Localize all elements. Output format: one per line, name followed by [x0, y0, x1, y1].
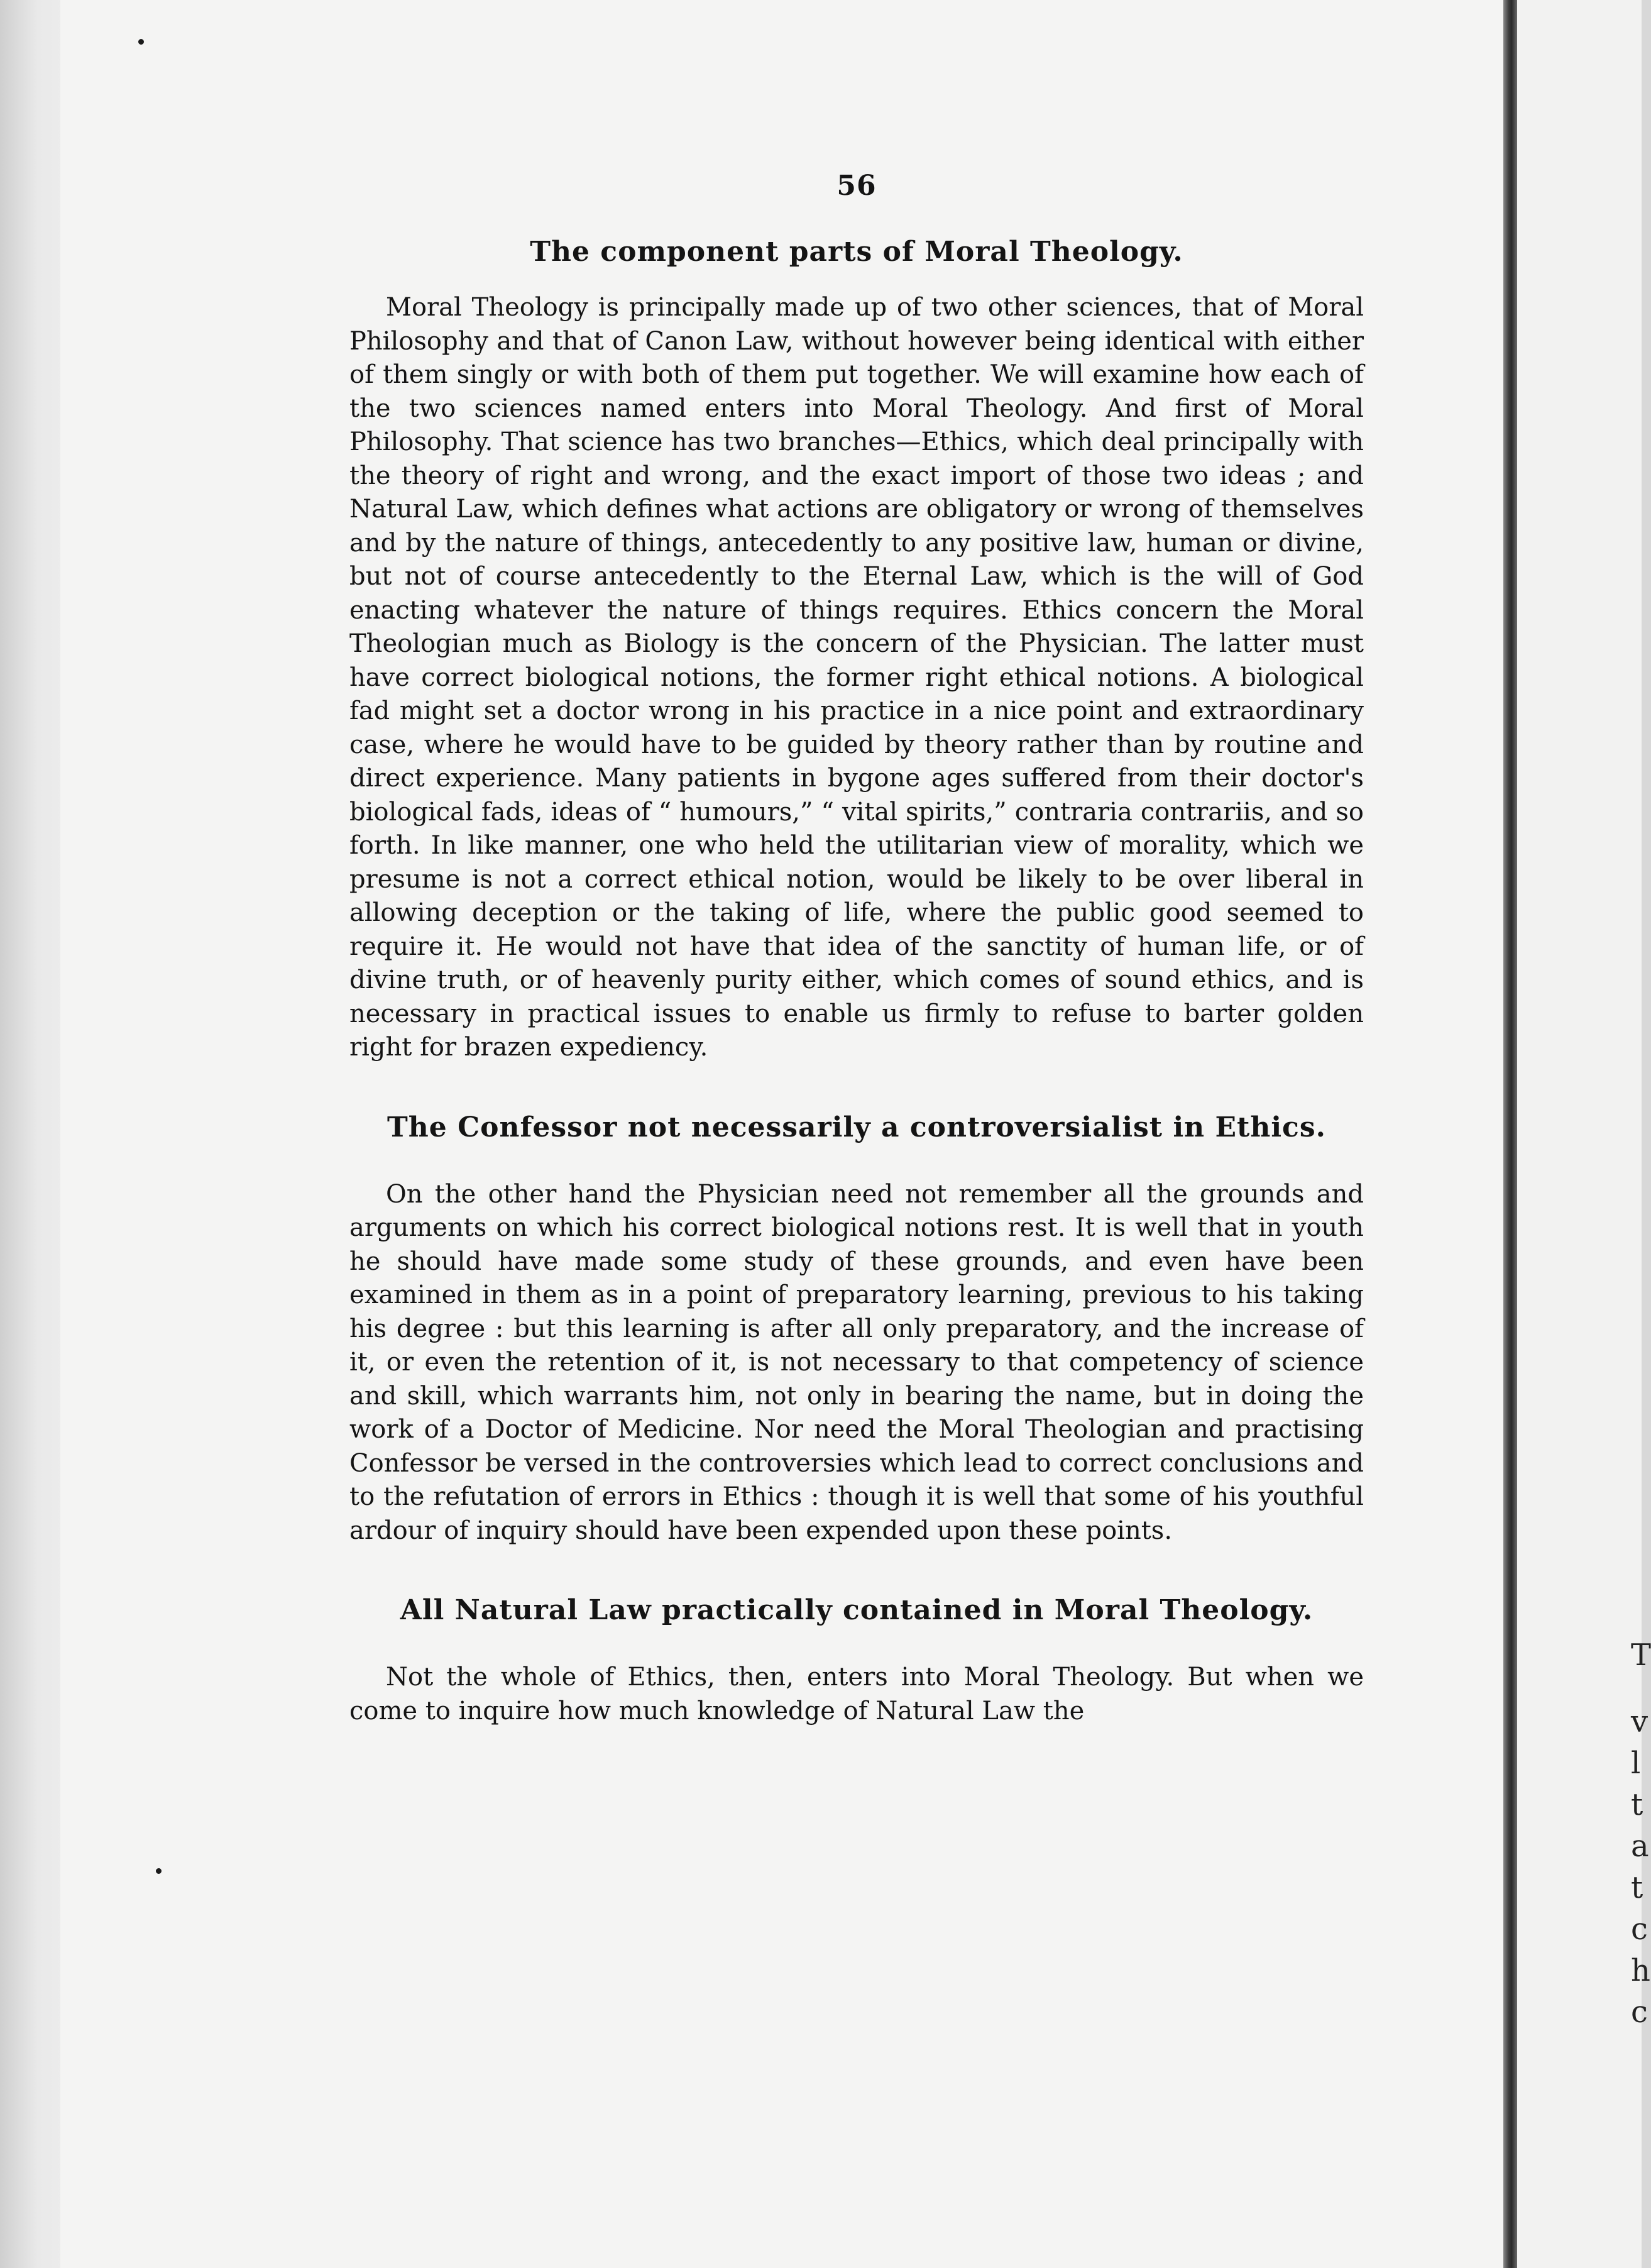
- facing-letter: T: [1631, 1638, 1651, 1673]
- spacer: [1631, 1676, 1643, 1701]
- facing-page-margin-letters: [1631, 1634, 1651, 2033]
- facing-letter: c: [1631, 1912, 1648, 1947]
- section-heading: The component parts of Moral Theology.: [530, 236, 1183, 268]
- body-paragraph: Not the whole of Ethics, then, enters into Moral Theology. But when we come to inquire how much knowledge of Natural Law the: [349, 1663, 1364, 1726]
- scan-speck: [138, 39, 144, 45]
- section-heading: The Confessor not necessarily a controversialist in Ethics.: [387, 1111, 1326, 1143]
- facing-page-edge: [1517, 0, 1651, 2268]
- facing-letter: h: [1631, 1953, 1650, 1988]
- page-number: 56: [836, 170, 877, 202]
- book-gutter: [1503, 0, 1517, 2268]
- page-text: [349, 170, 1364, 1728]
- section-heading: All Natural Law practically contained in Moral Theology.: [400, 1594, 1314, 1626]
- body-paragraph: Moral Theology is principally made up of two other sciences, that of Moral Philosophy and that of Canon Law, without however being identical with either of them singly or with both of them put together. We will examine how each of the two sciences named enters into Moral Theology. And first of Moral Philosophy. That science has two branches—Ethics, which deal principally with the theory of right and wrong, and the exact import of those two ideas ; and Natural Law, which defines what actions are obligatory or wrong of themselves and by the nature of things, antecedently to any positive law, human or divine, but not of course antecedently to the Eternal Law, which is the will of God enacting whatever the nature of things requires. Ethics concern the Moral Theologian much as Biology is the concern of the Physician. The latter must have correct biological notions, the former right ethical notions. A biological fad might set a doctor wrong in his practice in a nice point and extraordinary case, where he would have to be guided by theory rather than by routine and direct experience. Many patients in bygone ages suffered from their doctor's biological fads, ideas of “ humours,” “ vital spirits,” contraria contrariis, and so forth. In like manner, one who held the utilitarian view of morality, which we presume is not a correct ethical notion, would be likely to be over liberal in allowing deception or the taking of life, where the public good seemed to require it. He would not have that idea of the sanctity of human life, or of divine truth, or of heavenly purity either, which comes of sound ethics, and is necessary in practical issues to enable us firmly to refuse to barter golden right for brazen expediency.: [349, 293, 1364, 1062]
- facing-letter: t: [1631, 1787, 1643, 1822]
- scan-speck: [156, 1868, 162, 1874]
- facing-letter: v: [1631, 1704, 1648, 1739]
- facing-letter: t: [1631, 1870, 1643, 1905]
- facing-letter: a: [1631, 1829, 1649, 1864]
- body-paragraph: On the other hand the Physician need not remember all the grounds and arguments on which his correct biological notions rest. It is well that in youth he should have made some study of these grounds, and even have been examined in them as in a point of preparatory learning, previous to his taking his degree : but this learning is after all only preparatory, and the increase of it, or even the retention of it, is not necessary to that competency of science and skill, which warrants him, not only in bearing the name, but in doing the work of a Doctor of Medicine. Nor need the Moral Theologian and practising Confessor be versed in the controversies which lead to correct conclusions and to the refutation of errors in Ethics : though it is well that some of his youthful ardour of inquiry should have been expended upon these points.: [349, 1179, 1364, 1545]
- facing-letter: c: [1631, 1995, 1648, 2030]
- facing-letter: l: [1631, 1746, 1641, 1781]
